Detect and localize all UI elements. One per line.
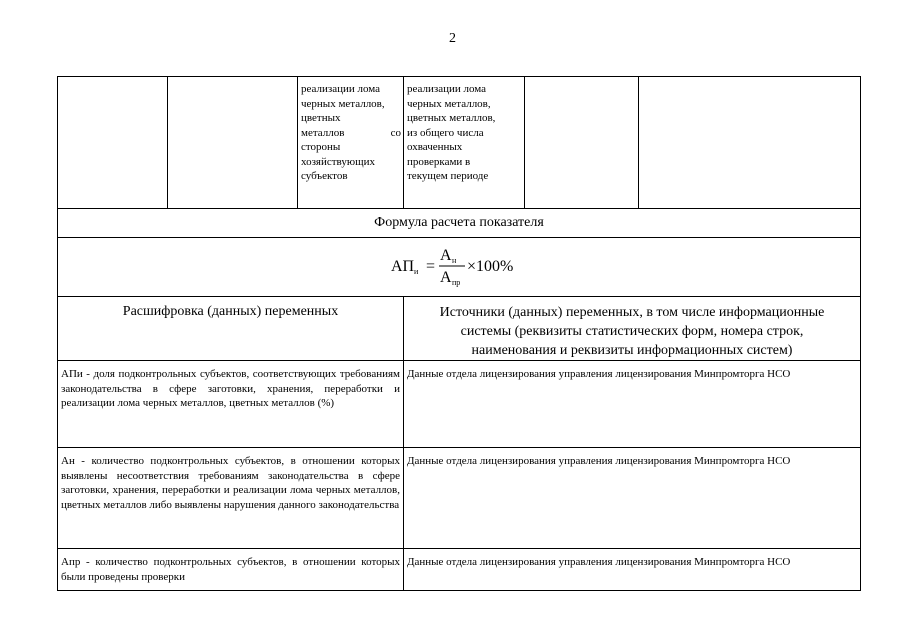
indicator-table — [57, 76, 861, 591]
header-variables-text: Расшифровка (данных) переменных — [122, 304, 339, 319]
table-row — [58, 448, 861, 549]
col4-line: из общего числа — [407, 126, 484, 139]
col3-line: хозяйствующих — [301, 155, 375, 168]
col4-cell — [404, 77, 525, 209]
page-number: 2 — [449, 31, 456, 46]
header-sources — [404, 297, 861, 361]
formula-numerator-sub: н — [452, 255, 457, 265]
formula-title: Формула расчета показателя — [58, 209, 861, 238]
formula-multiplier: ×100% — [467, 257, 514, 275]
variable-text: Ан - количество подконтрольных субъектов, в отношении которых выявлены несоответствия требованиям законодательства в сфере заготовки, хранения, переработки и реализации лома черных металлов, цветных металлов либо выявлены нарушения данного законодательства — [61, 455, 400, 511]
formula-numerator: А — [440, 246, 452, 264]
source-text: Данные отдела лицензирования управления лицензирования Минпромторга НСО — [407, 556, 791, 568]
formula-equals: = — [426, 257, 436, 275]
header-sources-line: наименования и реквизиты информационных систем) — [471, 343, 793, 358]
formula-denominator-sub: пр — [452, 277, 461, 287]
source-text: Данные отдела лицензирования управления лицензирования Минпромторга НСО — [407, 368, 791, 380]
table-row — [58, 549, 861, 591]
empty-cell-6 — [639, 77, 861, 209]
header-variables — [58, 297, 404, 361]
col3-line: субъектов — [301, 170, 348, 182]
empty-cell-5 — [525, 77, 639, 209]
variable-cell — [58, 549, 404, 591]
col3-word: со — [390, 126, 401, 139]
formula-expression — [389, 240, 529, 290]
empty-cell-2 — [168, 77, 298, 209]
col3-cell — [298, 77, 404, 209]
formula-cell — [58, 238, 861, 297]
col3-line: цветных — [301, 112, 341, 124]
col4-line: текущем периоде — [407, 170, 489, 182]
source-cell — [404, 448, 861, 549]
empty-cell-1 — [58, 77, 168, 209]
formula-lhs: АП — [391, 257, 415, 275]
col4-line: цветных металлов, — [407, 112, 496, 124]
col3-line: стороны — [301, 141, 341, 153]
col3-line — [301, 126, 401, 141]
source-cell — [404, 361, 861, 448]
formula-denominator: А — [440, 268, 452, 286]
continuation-row — [58, 77, 861, 209]
col4-line: черных металлов, — [407, 97, 491, 110]
variable-text: Апр - количество подконтрольных субъектов, в отношении которых были проведены проверки — [61, 556, 400, 583]
col4-line: реализации лома — [407, 83, 487, 95]
source-text: Данные отдела лицензирования управления лицензирования Минпромторга НСО — [407, 455, 791, 467]
col4-line: охваченных — [407, 141, 463, 153]
source-cell — [404, 549, 861, 591]
variable-cell — [58, 448, 404, 549]
col3-word: металлов — [301, 126, 345, 139]
formula-lhs-sub: и — [414, 266, 419, 276]
table-row — [58, 361, 861, 448]
variable-cell — [58, 361, 404, 448]
col4-line: проверками в — [407, 155, 471, 168]
header-sources-line: Источники (данных) переменных, в том числе информационные — [439, 305, 825, 320]
col3-line: реализации лома — [301, 83, 381, 95]
header-sources-line: системы (реквизиты статистических форм, номера строк, — [460, 324, 804, 339]
variable-text: АПи - доля подконтрольных субъектов, соответствующих требованиям законодательства в сфере заготовки, хранения, переработки и реализации лома черных металлов, цветных металлов (%) — [61, 368, 400, 409]
col3-line: черных металлов, — [301, 97, 385, 110]
